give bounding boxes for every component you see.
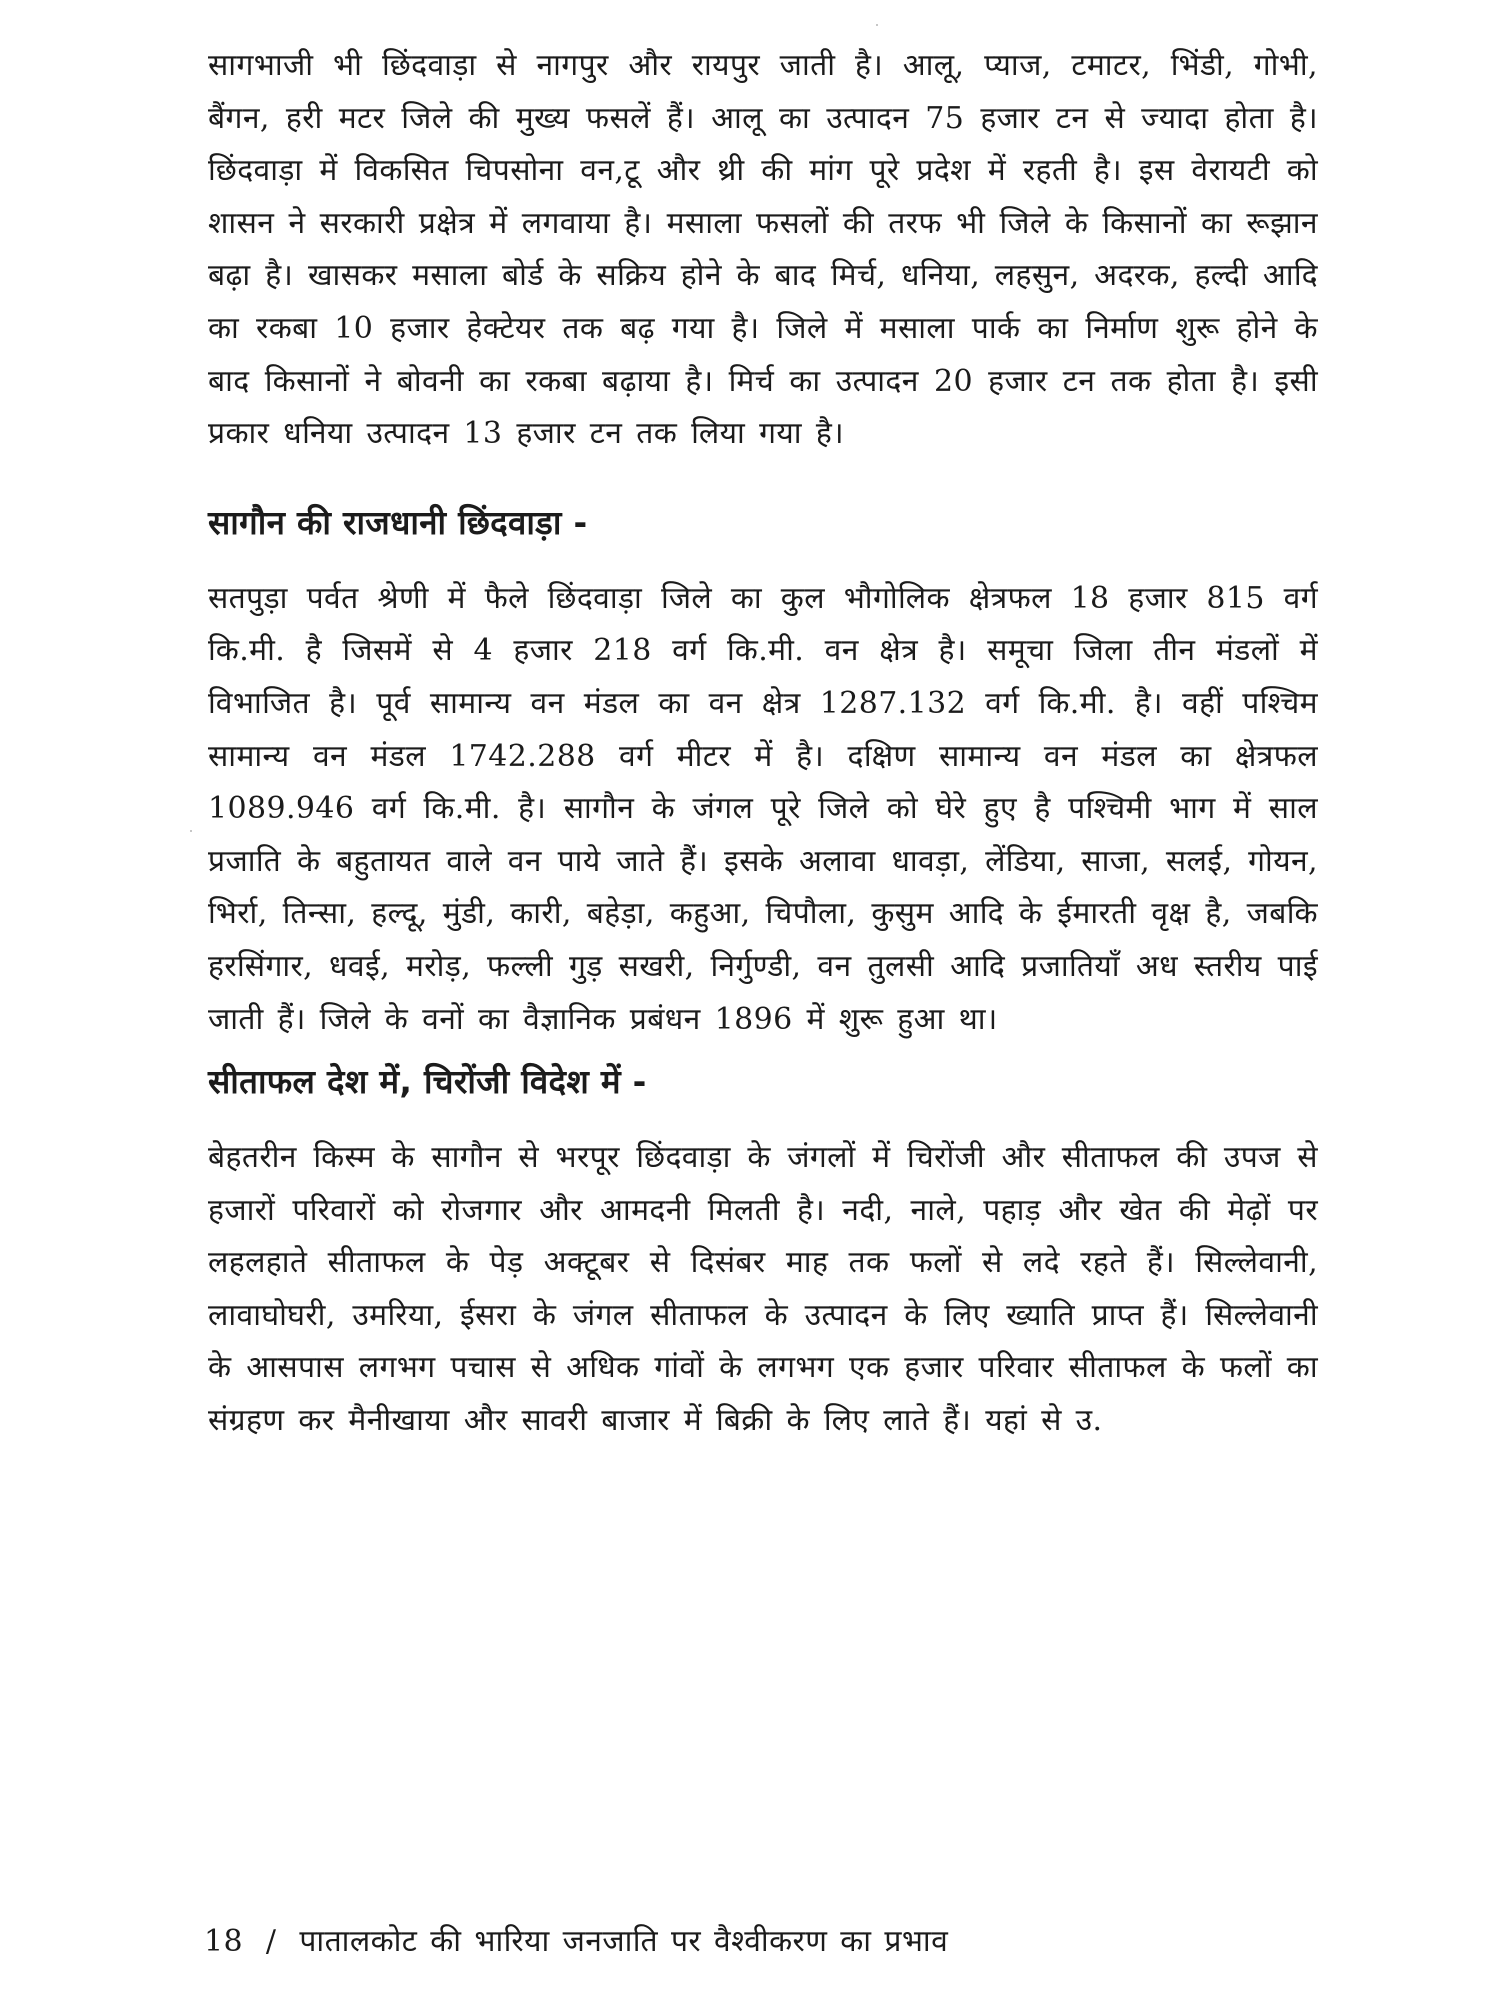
page-footer [204,1922,948,1962]
page-number: 18 [204,1924,243,1959]
paragraph-custard-apple-harvest: बेहतरीन किस्म के सागौन से भरपूर छिंदवाड़ा के जंगलों में चिरोंजी और सीताफल की उपज से हजारों परिवारों को रोजगार और आमदनी मिलती है। नदी, नाले, पहाड़ और खेत की मेढ़ों पर लहलहाते सीताफल के पेड़ अक्टूबर से दिसंबर माह तक फलों से लदे रहते हैं। सिल्लेवानी, लावाघोघरी, उमरिया, ईसरा के जंगल सीताफल के उत्पादन के लिए ख्याति प्राप्त हैं। सिल्लेवानी के आसपास लगभग पचास से अधिक गांवों के लगभग एक हजार परिवार सीताफल के फलों का संग्रहण कर मैनीखाया और सावरी बाजार में बिक्री के लिए लाते हैं। यहां से उ. [208,1140,1318,1439]
scan-speck [190,830,192,832]
footer-separator: / [265,1924,277,1959]
scan-speck [876,24,878,26]
book-title: पातालकोट की भारिया जनजाति पर वैश्वीकरण का प्रभाव [299,1924,949,1959]
page-body [208,40,1318,1448]
section-heading-teak-capital: सागौन की राजधानी छिंदवाड़ा - [208,502,588,542]
paragraph-forest-area: सतपुड़ा पर्वत श्रेणी में फैले छिंदवाड़ा जिले का कुल भौगोलिक क्षेत्रफल 18 हजार 815 वर्ग कि.मी. है जिसमें से 4 हजार 218 वर्ग कि.मी. वन क्षेत्र है। समूचा जिला तीन मंडलों में विभाजित है। पूर्व सामान्य वन मंडल का वन क्षेत्र 1287.132 वर्ग कि.मी. है। वहीं पश्चिम सामान्य वन मंडल 1742.288 वर्ग मीटर में है। दक्षिण सामान्य वन मंडल का क्षेत्रफल 1089.946 वर्ग कि.मी. है। सागौन के जंगल पूरे जिले को घेरे हुए है पश्चिमी भाग में साल प्रजाति के बहुतायत वाले वन पाये जाते हैं। इसके अलावा धावड़ा, लेंडिया, साजा, सलई, गोयन, भिर्रा, तिन्सा, हल्दू, मुंडी, कारी, बहेड़ा, कहुआ, चिपौला, कुसुम आदि के ईमारती वृक्ष है, जबकि हरसिंगार, धवई, मरोड़, फल्ली गुड़ सखरी, निर्गुण्डी, वन तुलसी आदि प्रजातियाँ अध स्तरीय पाई जाती हैं। जिले के वनों का वैज्ञानिक प्रबंधन 1896 में शुरू हुआ था। [208,580,1318,1037]
section-heading-custard-apple-chironji: सीताफल देश में, चिरोंजी विदेश में - [208,1062,647,1102]
paragraph-vegetable-spice-crops: सागभाजी भी छिंदवाड़ा से नागपुर और रायपुर जाती है। आलू, प्याज, टमाटर, भिंडी, गोभी, बैंगन, हरी मटर जिले की मुख्य फसलें हैं। आलू का उत्पादन 75 हजार टन से ज्यादा होता है। छिंदवाड़ा में विकसित चिपसोना वन,टू और थ्री की मांग पूरे प्रदेश में रहती है। इस वेरायटी को शासन ने सरकारी प्रक्षेत्र में लगवाया है। मसाला फसलों की तरफ भी जिले के किसानों का रूझान बढ़ा है। खासकर मसाला बोर्ड के सक्रिय होने के बाद मिर्च, धनिया, लहसुन, अदरक, हल्दी आदि का रकबा 10 हजार हेक्टेयर तक बढ़ गया है। जिले में मसाला पार्क का निर्माण शुरू होने के बाद किसानों ने बोवनी का रकबा बढ़ाया है। मिर्च का उत्पादन 20 हजार टन तक होता है। इसी प्रकार धनिया उत्पादन 13 हजार टन तक लिया गया है। [208,48,1318,452]
